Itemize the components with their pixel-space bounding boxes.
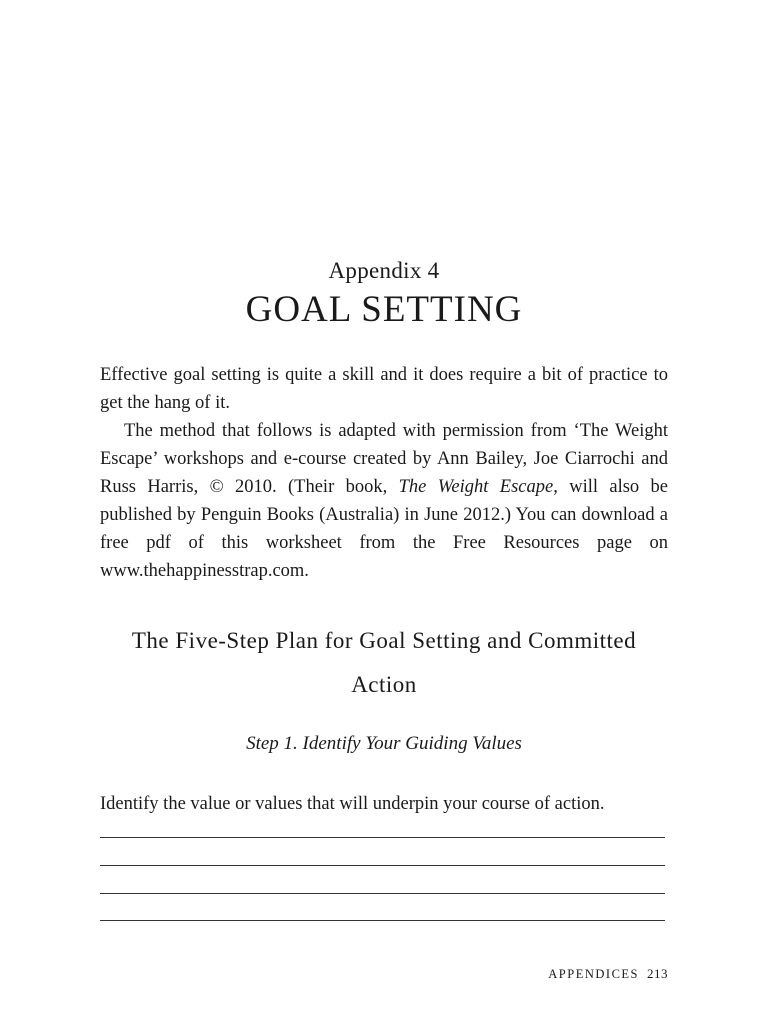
section-title: The Five-Step Plan for Goal Setting and Committed Action bbox=[131, 628, 637, 697]
page-number: 213 bbox=[647, 966, 668, 981]
write-in-line[interactable] bbox=[100, 837, 665, 838]
running-head: APPENDICES bbox=[548, 967, 639, 981]
chapter-title: GOAL SETTING bbox=[245, 289, 523, 330]
paragraph-text: , will also be published by Penguin Books (Australia) in June 2012.) You can download a free pdf of this worksheet from the Free Resources page on www.thehappinesstrap.com. bbox=[100, 477, 668, 581]
write-in-line[interactable] bbox=[100, 920, 665, 921]
step-instruction: Identify the value or values that will underpin your course of action. bbox=[100, 794, 605, 814]
paragraph-text: The method that follows is adapted with permission from ‘The Weight Escape’ workshops and e-course created by Ann Bailey, Joe Ciarrochi and Russ Harris, © 2010. (Their book, bbox=[100, 421, 668, 497]
step-title: Step 1. Identify Your Guiding Values bbox=[246, 733, 522, 754]
page-footer bbox=[548, 966, 668, 982]
intro-paragraph-2 bbox=[100, 417, 668, 585]
write-in-line[interactable] bbox=[100, 865, 665, 866]
appendix-label: Appendix 4 bbox=[328, 258, 440, 283]
book-title-italic: The Weight Escape bbox=[398, 477, 554, 497]
write-in-line[interactable] bbox=[100, 893, 665, 894]
intro-paragraph-1: Effective goal setting is quite a skill and it does require a bit of practice to get the hang of it. bbox=[100, 365, 668, 413]
